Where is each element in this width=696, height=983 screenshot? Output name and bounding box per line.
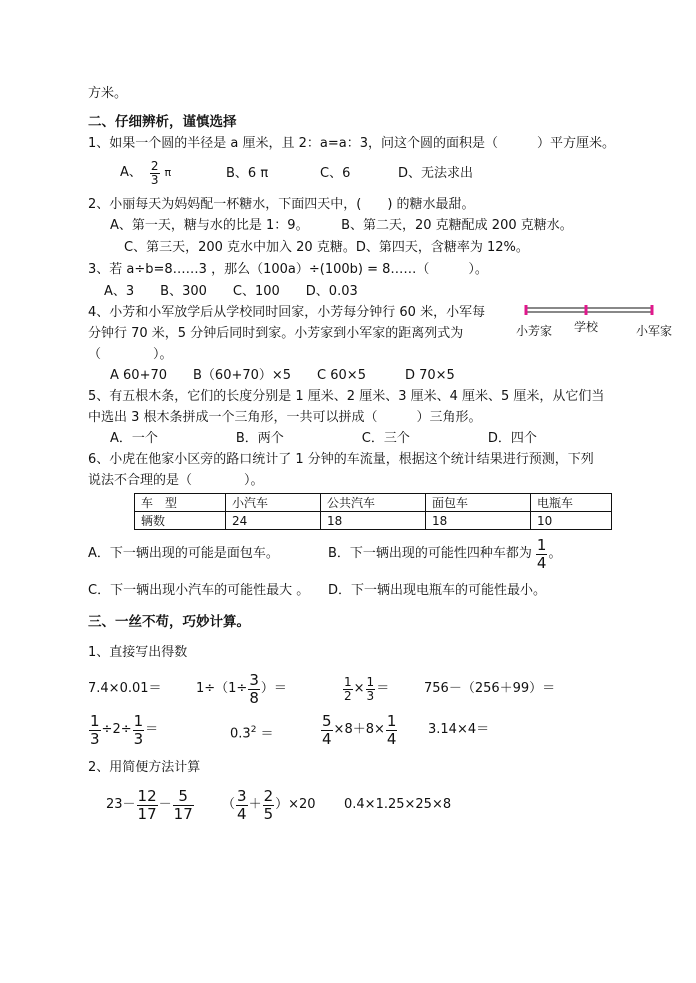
exponent: 2 xyxy=(250,725,257,735)
q2-stem: 2、小丽每天为妈妈配一杯糖水，下面四天中，( ) 的糖水最甜。 xyxy=(88,197,475,212)
table-cell: 10 xyxy=(531,512,612,530)
fraction xyxy=(150,160,160,187)
q1-option-a xyxy=(120,158,171,188)
calc-r2-c xyxy=(320,710,398,750)
denominator: 17 xyxy=(137,804,157,823)
q5-options: A．一个 B．两个 C．三个 D．四个 xyxy=(110,431,537,446)
table-header-row xyxy=(135,494,612,512)
table-cell: 面包车 xyxy=(426,494,531,512)
fraction xyxy=(536,537,548,572)
numerator: 1 xyxy=(366,674,375,689)
numerator: 5 xyxy=(178,786,188,805)
table-cell: 车 型 xyxy=(135,494,226,512)
numerator: 1 xyxy=(386,711,397,730)
denominator: 3 xyxy=(366,688,375,703)
q2-options-line1: A、第一天，糖与水的比是 1：9。 B、第二天，20 克糖配成 200 克糖水。 xyxy=(110,218,573,233)
table-cell: 18 xyxy=(426,512,531,530)
q6-option-b-text: B．下一辆出现的可能性四种车都为 xyxy=(328,546,532,561)
operator: × xyxy=(353,681,365,696)
calc-text: （ xyxy=(222,797,236,812)
pi-symbol: π xyxy=(164,166,172,179)
denominator: 17 xyxy=(173,804,193,823)
numerator: 2 xyxy=(263,786,274,805)
q4-line3: （ ）。 xyxy=(88,347,173,362)
q1-option-c: C、6 xyxy=(320,166,351,181)
sub2-heading: 2、用简便方法计算 xyxy=(88,760,201,775)
q6-option-a: A．下一辆出现的可能是面包车。 xyxy=(88,546,279,561)
numerator: 1 xyxy=(133,711,144,730)
q1-stem: 1、如果一个圆的半径是 a 厘米，且 2：a=a：3，问这个圆的面积是（ ）平方厘米。 xyxy=(88,136,616,151)
numerator: 1 xyxy=(344,674,352,689)
table-cell: 小汽车 xyxy=(226,494,321,512)
q6-option-b xyxy=(328,536,561,572)
operator: ＝ xyxy=(145,722,159,737)
continued-text: 方米。 xyxy=(88,86,128,101)
table-cell: 电瓶车 xyxy=(531,494,612,512)
q1-option-a-label: A、 xyxy=(120,165,142,180)
operator: － xyxy=(158,797,172,812)
denominator: 4 xyxy=(386,729,397,748)
denominator: 2 xyxy=(344,688,352,703)
q6-option-d: D．下一辆出现电瓶车的可能性最小。 xyxy=(328,583,547,598)
q6-line2: 说法不合理的是（ ）。 xyxy=(88,473,264,488)
numerator: 5 xyxy=(322,711,332,730)
denominator: 4 xyxy=(536,553,547,572)
q3-options: A、3 B、300 C、100 D、0.03 xyxy=(104,284,358,299)
calc-r1-a: 7.4×0.01＝ xyxy=(88,681,162,696)
q4-line1: 4、小芳和小军放学后从学校同时回家，小芳每分钟行 60 米，小军每 xyxy=(88,305,486,320)
denominator: 3 xyxy=(133,729,144,748)
vehicle-count-table xyxy=(134,493,612,530)
q2-options-line2: C、第三天，200 克水中加入 20 克糖。D、第四天，含糖率为 12%。 xyxy=(124,240,529,255)
calc-text: ）×20 xyxy=(275,797,316,812)
fraction xyxy=(248,672,260,707)
section2-heading: 二、仔细辨析，谨慎选择 xyxy=(88,114,237,130)
numerator: 2 xyxy=(150,158,159,173)
numerator: 1 xyxy=(536,535,547,554)
q1-option-b: B、6 π xyxy=(226,166,269,181)
operator: ＝ xyxy=(376,681,390,696)
fraction xyxy=(133,713,145,748)
q4-line2: 分钟行 70 米，5 分钟后同时到家。小芳家到小军家的距离列式为 xyxy=(88,326,464,341)
denominator: 4 xyxy=(322,729,332,748)
calc-r1-b xyxy=(196,670,287,708)
table-row xyxy=(135,512,612,530)
fraction xyxy=(366,676,376,703)
denominator: 8 xyxy=(249,688,259,707)
label-school: 学校 xyxy=(574,320,599,334)
table-cell: 18 xyxy=(321,512,426,530)
sub1-heading: 1、直接写出得数 xyxy=(88,645,188,660)
calc-text: ×8＋8× xyxy=(333,722,385,737)
calc-r3-b xyxy=(222,785,316,825)
operator: ＝ xyxy=(256,726,274,742)
q5-line2: 中选出 3 根木条拼成一个三角形，一共可以拼成（ ）三角形。 xyxy=(88,410,482,425)
numerator: 3 xyxy=(249,670,259,689)
label-xiaofang-home: 小芳家 xyxy=(516,324,553,338)
calc-r3-a xyxy=(106,785,195,825)
fraction xyxy=(173,788,194,823)
calc-text: ÷2÷ xyxy=(101,722,132,737)
calc-text: 0.3 xyxy=(230,726,251,742)
table-cell: 公共汽车 xyxy=(321,494,426,512)
calc-text: 1÷（1÷ xyxy=(196,681,248,696)
numerator: 3 xyxy=(237,786,247,805)
calc-r2-b xyxy=(230,722,274,742)
calc-r1-d: 756－（256＋99）＝ xyxy=(424,681,556,696)
fraction xyxy=(137,788,158,823)
fraction xyxy=(89,713,101,748)
fraction xyxy=(321,713,333,748)
fraction xyxy=(236,788,248,823)
denominator: 3 xyxy=(150,172,159,187)
q5-line1: 5、有五根木条，它们的长度分别是 1 厘米、2 厘米、3 厘米、4 厘米、5 厘米，从它们当 xyxy=(88,389,605,404)
q1-option-d: D、无法求出 xyxy=(398,166,474,181)
route-line xyxy=(516,300,668,320)
table-cell: 辆数 xyxy=(135,512,226,530)
denominator: 3 xyxy=(90,729,100,748)
operator: ＋ xyxy=(248,797,262,812)
denominator: 4 xyxy=(237,804,247,823)
table-cell: 24 xyxy=(226,512,321,530)
q6-line1: 6、小虎在他家小区旁的路口统计了 1 分钟的车流量，根据这个统计结果进行预测，下列 xyxy=(88,452,594,467)
denominator: 5 xyxy=(263,804,274,823)
calc-text: ）＝ xyxy=(260,681,287,696)
numerator: 1 xyxy=(90,711,100,730)
calc-r2-d: 3.14×4＝ xyxy=(428,722,490,737)
period: 。 xyxy=(548,546,562,561)
q3-stem: 3、若 a÷b=8……3 ，那么（100a）÷(100b) = 8……（ ）。 xyxy=(88,262,488,277)
section3-heading: 三、一丝不苟，巧妙计算。 xyxy=(88,614,250,630)
fraction xyxy=(343,676,353,703)
numerator: 12 xyxy=(137,786,157,805)
q4-options: A 60+70 B（60+70）×5 C 60×5 D 70×5 xyxy=(110,368,455,383)
calc-r3-c: 0.4×1.25×25×8 xyxy=(344,797,452,812)
route-diagram xyxy=(516,300,673,348)
calc-r2-a xyxy=(88,710,158,750)
label-xiaojun-home: 小军家 xyxy=(636,324,673,338)
calc-text: 23－ xyxy=(106,797,136,812)
fraction xyxy=(386,713,398,748)
calc-r1-c xyxy=(342,670,389,708)
q6-option-c: C．下一辆出现小汽车的可能性最大 。 xyxy=(88,583,310,598)
fraction xyxy=(263,788,275,823)
